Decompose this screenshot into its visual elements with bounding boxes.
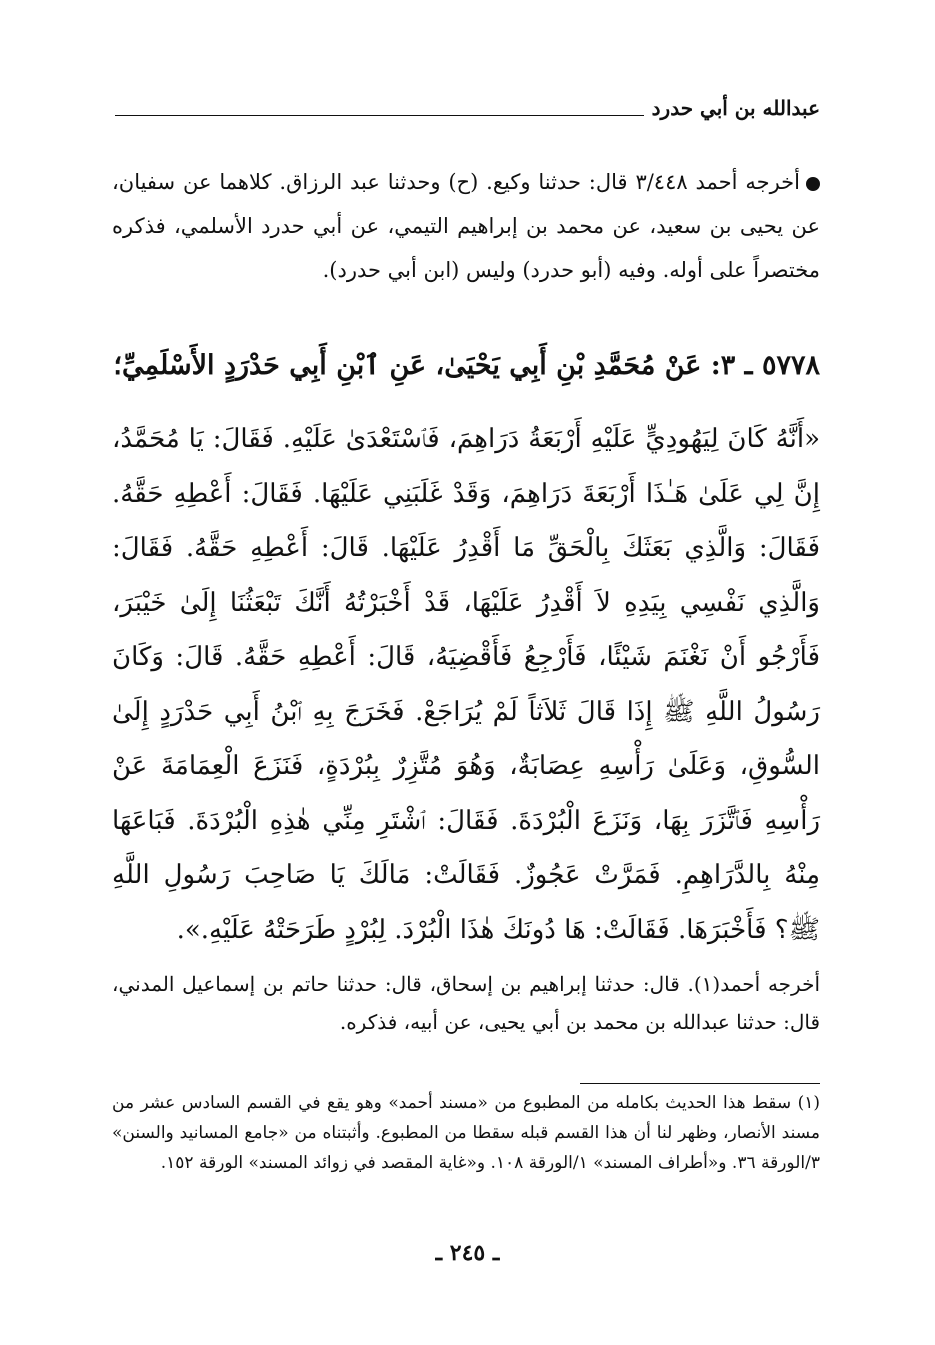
hadith-heading: ٥٧٧٨ ـ ٣: عَنْ مُحَمَّدِ بْنِ أَبِي يَحْيَىٰ، عَنِ ٱبْنِ أَبِي حَدْرَدٍ الأَسْلَمِيِّ؛	[113, 350, 820, 381]
hadith-text: «أَنَّهُ كَانَ لِيَهُودِيٍّ عَلَيْهِ أَرْبَعَةُ دَرَاهِمَ، فَٱسْتَعْدَىٰ عَلَيْهِ. فَقَالَ: يَا مُحَمَّدُ، إِنَّ لِي عَلَىٰ هَـٰذَا أَرْبَعَةَ دَرَاهِمَ، وَقَدْ غَلَبَنِي عَلَيْهَا. فَقَالَ: أَعْطِهِ حَقَّهُ. فَقَالَ: وَالَّذِي بَعَثَكَ بِالْحَقِّ مَا أَقْدِرُ عَلَيْهَا. قَالَ: أَعْطِهِ حَقَّهُ. فَقَالَ: وَالَّذِي نَفْسِي بِيَدِهِ لاَ أَقْدِرُ عَلَيْهَا، قَدْ أَخْبَرْتُهُ أَنَّكَ تَبْعَثُنَا إِلَىٰ خَيْبَرَ، فَأَرْجُو أَنْ نَغْنَمَ شَيْئًا، فَأَرْجِعُ فَأَقْضِيَهُ، قَالَ: أَعْطِهِ حَقَّهُ. قَالَ: وَكَانَ رَسُولُ اللَّهِ ﷺ إِذَا قَالَ ثَلاَثاً لَمْ يُرَاجَعْ. فَخَرَجَ بِهِ ٱبْنُ أَبِي حَدْرَدٍ إِلَىٰ السُّوقِ، وَعَلَىٰ رَأْسِهِ عِصَابَةٌ، وَهُوَ مُتَّزِرٌ بِبُرْدَةٍ، فَنَزَعَ الْعِمَامَةَ عَنْ رَأْسِهِ فَٱتَّزَرَ بِهَا، وَنَزَعَ الْبُرْدَةَ. فَقَالَ: ٱشْتَرِ مِنِّي هٰذِهِ الْبُرْدَةَ. فَبَاعَهَا مِنْهُ بِالدَّرَاهِمِ. فَمَرَّتْ عَجُوزٌ. فَقَالَتْ: مَالَكَ يَا صَاحِبَ رَسُولِ اللَّهِ ﷺ؟ فَأَخْبَرَهَا. فَقَالَتْ: هَا دُونَكَ هٰذَا الْبُرْدَ. لِبُرْدٍ طَرَحَتْهُ عَلَيْهِ.».	[112, 424, 820, 945]
running-header	[115, 95, 820, 125]
source-paragraph: أخرجه أحمد(١). قال: حدثنا إبراهيم بن إسحاق، قال: حدثنا حاتم بن إسماعيل المدني، قال: حدثنا عبدالله بن محمد بن أبي يحيى، عن أبيه، فذكره.	[112, 972, 820, 1034]
footnote: (١) سقط هذا الحديث بكامله من المطبوع من «مسند أحمد» وهو يقع في القسم السادس عشر من مسند الأنصار، وظهر لنا أن هذا القسم قبله سقطا من المطبوع. وأثبتناه من «جامع المسانيد والسنن» ٣/الورقة ٣٦. و«أطراف المسند» ١/الورقة ١٠٨. و«غاية المقصد في زوائد المسند» الورقة ١٥٢.	[112, 1093, 820, 1173]
intro-paragraph	[112, 160, 820, 292]
intro-text: أخرجه أحمد ٣/٤٤٨ قال: حدثنا وكيع. (ح) وحدثنا عبد الرزاق. كلاهما عن سفيان، عن يحيى بن سعيد، عن محمد بن إبراهيم التيمي، عن أبي حدرد الأسلمي، فذكره مختصراً على أوله. وفيه (أبو حدرد) وليس (ابن أبي حدرد).	[112, 170, 820, 282]
bullet-icon	[806, 177, 820, 191]
header-title: عبدالله بن أبي حدرد	[644, 95, 820, 121]
footnote-rule	[580, 1083, 820, 1084]
page-number: ـ ٢٤٥ ـ	[435, 1240, 500, 1266]
